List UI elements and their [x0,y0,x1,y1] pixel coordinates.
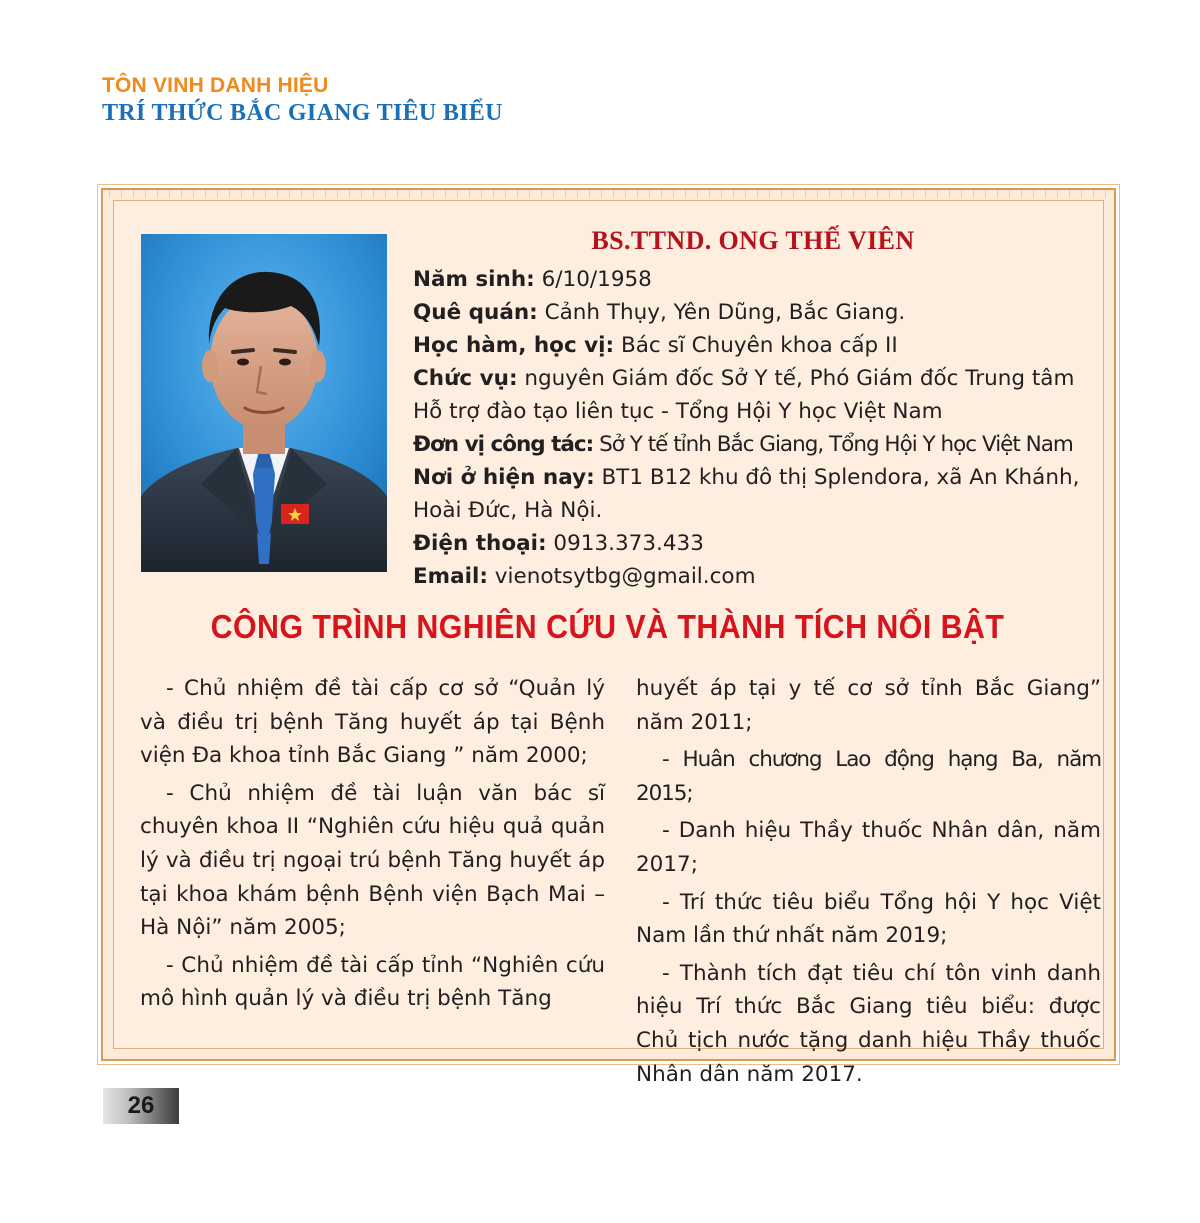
residence-value-cont: Hoài Đức, Hà Nội. [413,498,603,523]
section-title: CÔNG TRÌNH NGHIÊN CỨU VÀ THÀNH TÍCH NỔI BẬT [210,608,1005,645]
position-value-cont: Hỗ trợ đào tạo liên tục - Tổng Hội Y học Việt Nam [413,399,943,424]
achievement-item: - Chủ nhiệm đề tài luận văn bác sĩ chuyên khoa II “Nghiên cứu hiệu quả quản lý và điều trị ngoại trú bệnh Tăng huyết áp tại khoa khám bệnh Bệnh viện Bạch Mai – Hà Nội” năm 2005; [140,780,605,941]
page-number: 26 [103,1088,179,1124]
position-value: nguyên Giám đốc Sở Y tế, Phó Giám đốc Trung tâm [517,366,1075,391]
hometown-label: Quê quán: [413,300,538,325]
position-label: Chức vụ: [413,366,518,391]
info-email [413,560,1103,593]
header-title: TRÍ THỨC BẮC GIANG TIÊU BIỂU [102,100,503,126]
info-degree [413,329,1103,362]
info-residence-cont [413,494,1103,527]
achievement-item: - Chủ nhiệm đề tài cấp cơ sở “Quản lý và điều trị bệnh Tăng huyết áp tại Bệnh viện Đa khoa tỉnh Bắc Giang ” năm 2000; [140,676,605,769]
phone-value: 0913.373.433 [546,531,704,556]
profile-info [413,263,1103,593]
achievement-item: - Huân chương Lao động hạng Ba, năm 2015; [636,747,1101,806]
degree-value: Bác sĩ Chuyên khoa cấp II [614,333,898,358]
achievement-item: - Thành tích đạt tiêu chí tôn vinh danh hiệu Trí thức Bắc Giang tiêu biểu: được Chủ tịch nước tặng danh hiệu Thầy thuốc Nhân dân năm 2017. [636,960,1101,1087]
birth-label: Năm sinh: [413,267,535,292]
hometown-value: Cảnh Thụy, Yên Dũng, Bắc Giang. [537,300,906,325]
email-label: Email: [413,564,488,589]
info-phone [413,527,1103,560]
achievement-item-continued: huyết áp tại y tế cơ sở tỉnh Bắc Giang” năm 2011; [636,676,1101,735]
info-workplace [413,428,1103,461]
email-value: vienotsytbg@gmail.com [487,564,756,589]
degree-label: Học hàm, học vị: [413,333,615,358]
info-position-cont [413,395,1103,428]
phone-label: Điện thoại: [413,531,547,556]
achievement-item: - Chủ nhiệm đề tài cấp tỉnh “Nghiên cứu mô hình quản lý và điều trị bệnh Tăng [140,952,605,1012]
birth-value: 6/10/1958 [534,267,652,292]
achievements-left-column [140,672,605,1020]
header-category: TÔN VINH DANH HIỆU [102,74,329,97]
info-residence [413,461,1103,494]
residence-label: Nơi ở hiện nay: [413,465,595,490]
info-birth [413,263,1103,296]
workplace-label: Đơn vị công tác: [413,432,594,457]
info-position [413,362,1103,395]
achievement-item: - Danh hiệu Thầy thuốc Nhân dân, năm 2017; [636,818,1101,877]
portrait-illustration [141,234,387,572]
portrait-photo [141,234,387,572]
achievements-right-column [636,672,1101,1095]
info-hometown [413,296,1103,329]
profile-name: BS.TTND. ONG THẾ VIÊN [591,226,915,255]
workplace-value: Sở Y tế tỉnh Bắc Giang, Tổng Hội Y học Việt Nam [593,432,1073,457]
residence-value: BT1 B12 khu đô thị Splendora, xã An Khánh, [594,465,1080,490]
achievement-item: - Trí thức tiêu biểu Tổng hội Y học Việt Nam lần thứ nhất năm 2019; [636,889,1101,949]
